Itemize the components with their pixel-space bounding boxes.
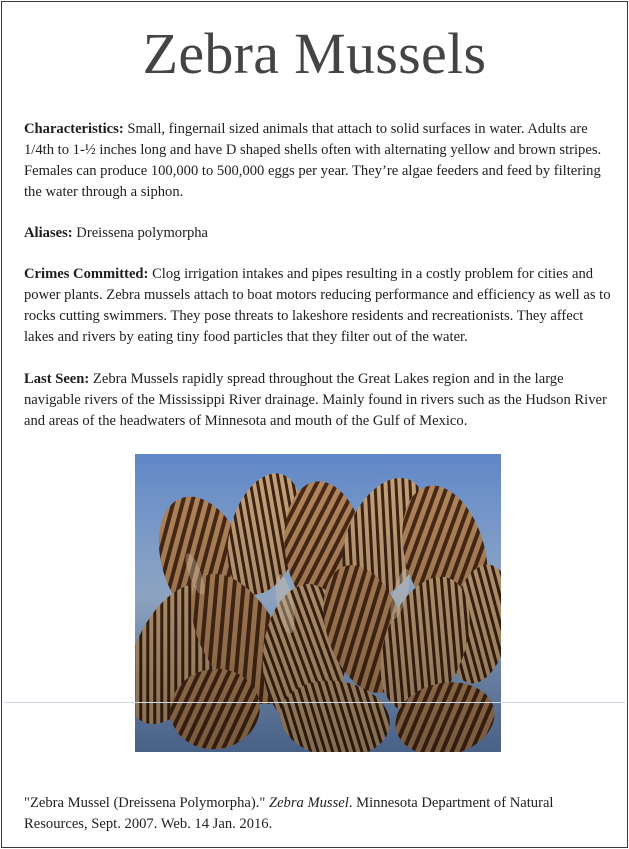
crimes-text: Clog irrigation intakes and pipes resulting in a costly problem for cities and power plants. Zebra mussels attach to boat motors reducing performance and efficiency as well as to rocks cutting swimmers. They pose threats to lakeshore residents and recreationists. They affect lakes and rivers by eating tiny food particles that they filter out of the water. (24, 266, 611, 345)
citation (24, 793, 616, 835)
aliases-paragraph (24, 223, 616, 244)
crimes-label: Crimes Committed: (24, 266, 149, 282)
zebra-mussel-photo (135, 454, 501, 752)
last-seen-label: Last Seen: (24, 371, 90, 387)
characteristics-label: Characteristics: (24, 121, 124, 137)
aliases-label: Aliases: (24, 225, 73, 241)
citation-part-1: "Zebra Mussel (Dreissena Polymorpha)." (24, 795, 269, 811)
characteristics-text: Small, fingernail sized animals that attach to solid surfaces in water. Adults are 1/4th to 1-½ inches long and have D shaped shells often with alternating yellow and brown stripes. Females can produce 100,000 to 500,000 eggs per year. They’re algae feeders and feed by filtering the water through a siphon. (24, 121, 602, 200)
citation-italic-title: Zebra Mussel (268, 795, 349, 811)
characteristics-paragraph (24, 119, 616, 203)
page-title: Zebra Mussels (142, 21, 487, 86)
last-seen-paragraph (24, 369, 616, 432)
scan-line-divider (4, 702, 625, 703)
last-seen-text: Zebra Mussels rapidly spread throughout the Great Lakes region and in the large navigable rivers of the Mississippi River drainage. Mainly found in rivers such as the Hudson River and areas of the headwaters of Minnesota and mouth of the Gulf of Mexico. (24, 371, 607, 429)
document-page (1, 1, 628, 848)
aliases-text: Dreissena polymorpha (72, 225, 209, 241)
crimes-paragraph (24, 264, 616, 348)
citation-part-2: . Minnesota Department of Natural Resources, Sept. 2007. Web. 14 Jan. 2016. (24, 795, 554, 832)
